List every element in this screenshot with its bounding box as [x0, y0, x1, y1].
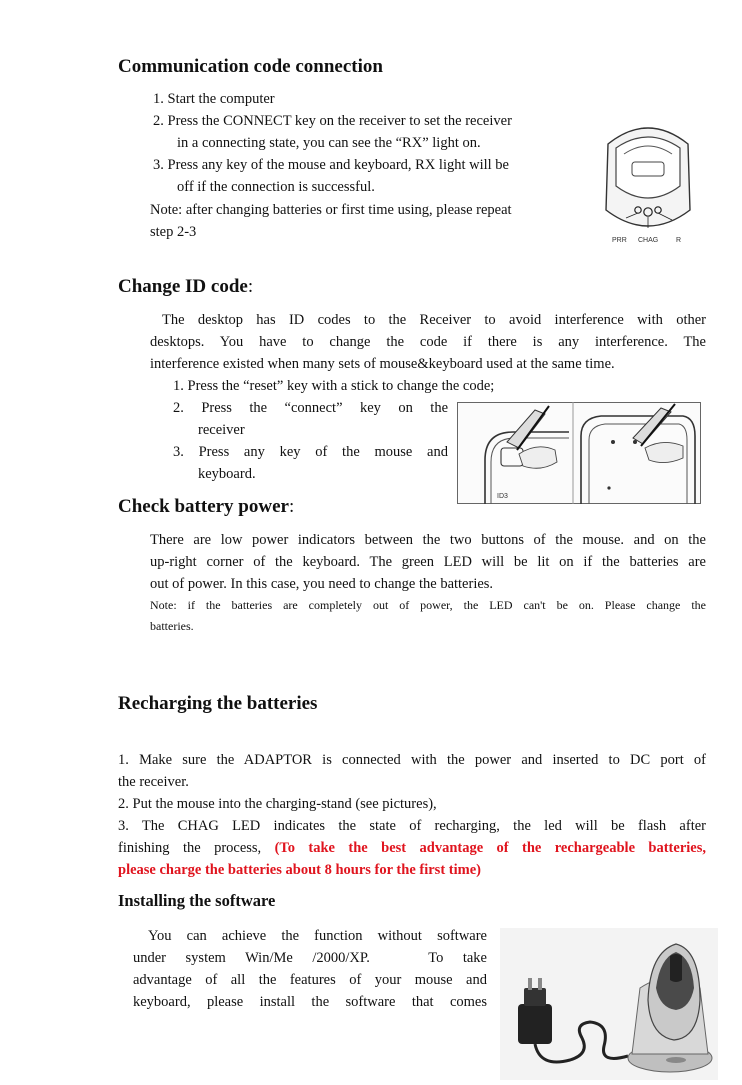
change-id-para-line-2: desktops. You have to change the code if there is any interference. The: [150, 334, 706, 350]
battery-para-line-1: There are low power indicators between the two buttons of the mouse. and on the: [150, 532, 706, 548]
recharge-step-3-line-2: [118, 838, 706, 859]
software-title: Installing the software: [118, 891, 276, 910]
change-id-step-2-line-1: 2. Press the “connect” key on the: [173, 400, 448, 416]
recharge-advice-red-1: (To take the best advantage of the rechargeable batteries,: [274, 840, 706, 856]
comm-note-line-1: Note: after changing batteries or first time using, please repeat: [150, 202, 512, 218]
charger-photo: [500, 928, 718, 1080]
comm-step-3-line-1: 3. Press any key of the mouse and keyboard, RX light will be: [153, 157, 509, 173]
comm-step-2-line-1: 2. Press the CONNECT key on the receiver to set the receiver: [153, 113, 512, 129]
battery-para-line-3: out of power. In this case, you need to change the batteries.: [150, 576, 494, 592]
battery-note-line-2: batteries.: [150, 619, 194, 633]
change-id-step-3-line-2: keyboard.: [198, 466, 256, 482]
change-id-step-2-line-2: receiver: [198, 422, 245, 438]
recharge-step-1-line-2: the receiver.: [118, 774, 189, 790]
recharge-step-3-line-1: 3. The CHAG LED indicates the state of recharging, the led will be flash after: [118, 818, 706, 834]
label-r: R: [676, 237, 682, 244]
software-para-line-1: You can achieve the function without software: [148, 928, 487, 944]
software-para-line-2: under system Win/Me /2000/XP. To take: [133, 950, 487, 966]
recharge-step-3-plain: finishing the process,: [118, 840, 275, 856]
recharge-step-2: 2. Put the mouse into the charging-stand (see pictures),: [118, 796, 437, 812]
battery-colon: :: [288, 496, 295, 517]
change-id-para-line-1: The desktop has ID codes to the Receiver to avoid interference with other: [162, 312, 706, 328]
battery-heading: [118, 496, 294, 518]
battery-title: Check battery power: [118, 496, 289, 517]
comm-title: Communication code connection: [118, 56, 383, 77]
software-para-line-3: advantage of all the features of your mouse and: [133, 972, 487, 988]
battery-note-line-1: Note: if the batteries are completely out of power, the LED can't be on. Please change the: [150, 598, 706, 612]
change-id-step-1: 1. Press the “reset” key with a stick to change the code;: [173, 378, 495, 394]
software-para-line-4: keyboard, please install the software that comes: [133, 994, 487, 1010]
change-id-step-3-line-1: 3. Press any key of the mouse and: [173, 444, 448, 460]
receiver-illustration: [598, 114, 698, 248]
label-chag: CHAG: [638, 237, 659, 244]
comm-step-3-line-2: off if the connection is successful.: [177, 179, 375, 195]
battery-para-line-2: up-right corner of the keyboard. The green LED will be lit on if the batteries are: [150, 554, 706, 570]
label-prr: PRR: [612, 237, 627, 244]
change-id-title: Change ID code: [118, 276, 248, 297]
recharge-advice-red-2: please charge the batteries about 8 hours for the first time): [118, 862, 481, 878]
reset-illustration: [457, 402, 701, 504]
recharge-title: Recharging the batteries: [118, 693, 318, 714]
comm-step-2-line-2: in a connecting state, you can see the “RX” light on.: [177, 135, 481, 151]
recharge-step-1-line-1: 1. Make sure the ADAPTOR is connected with the power and inserted to DC port of: [118, 752, 706, 768]
label-id3: ID3: [497, 493, 508, 500]
change-id-heading: [118, 276, 253, 298]
comm-note-line-2: step 2-3: [150, 224, 197, 240]
change-id-colon: :: [247, 276, 254, 297]
change-id-para-line-3: interference existed when many sets of mouse&keyboard used at the same time.: [150, 356, 615, 372]
comm-step-1: 1. Start the computer: [153, 91, 275, 107]
